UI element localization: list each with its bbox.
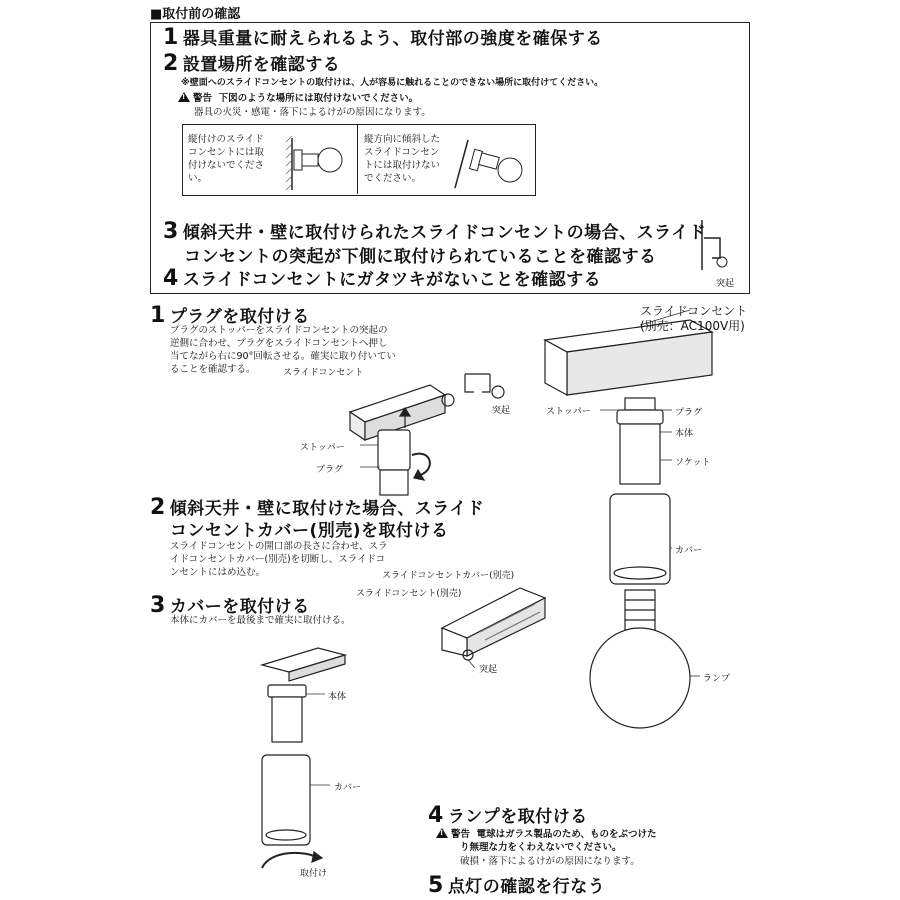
warning-label: 警告 xyxy=(193,93,213,104)
step-text: 設置場所を確認する xyxy=(182,55,341,75)
step-number: 1 xyxy=(163,25,179,50)
step-number: 2 xyxy=(150,495,166,520)
step3-body-label: 本体 xyxy=(328,692,347,702)
step-text: 器具重量に耐えられるよう、取付部の強度を確保する xyxy=(182,29,603,49)
warning-text: 下図のような場所には取付けないでください。 xyxy=(218,93,419,104)
step-number: 4 xyxy=(428,803,444,828)
step-title: プラグを取付ける xyxy=(169,307,310,327)
main-lamp-label: ランプ xyxy=(703,674,731,684)
step-number: 3 xyxy=(150,593,166,618)
step-text: スライドコンセントにガタツキがないことを確認する xyxy=(182,270,602,290)
step1-plug-label: プラグ xyxy=(316,465,344,475)
main-track-label: スライドコンセント xyxy=(640,304,748,318)
step-text-line1: 傾斜天井・壁に取付けられたスライドコンセントの場合、スライド xyxy=(182,223,707,243)
bump-label: 突起 xyxy=(716,279,735,289)
step2-track-label: スライドコンセント(別売) xyxy=(356,589,462,599)
step-number: 2 xyxy=(163,51,179,76)
step4-warning-line2: り無理な力をくわえないでください。 xyxy=(460,842,622,853)
step-title: 点灯の確認を行なう xyxy=(447,877,606,897)
illustration-left-text: 縦付けのスライド コンセントには取 付けないでくださ い。 xyxy=(188,134,265,184)
warning-subtext: 器具の火災・感電・落下によるけがの原因になります。 xyxy=(194,107,431,118)
step1-track-drawing xyxy=(350,374,504,495)
precheck-step-3-line2: コンセントの突起が下側に取付けられていることを確認する xyxy=(184,247,657,267)
step-number: 5 xyxy=(428,873,444,898)
step-number: 1 xyxy=(150,303,166,328)
step2-bump-label: 突起 xyxy=(479,665,498,675)
main-track-sublabel: (別売：AC100V用) xyxy=(640,319,745,333)
step1-bump-label: 突起 xyxy=(492,406,511,416)
step1-track-label: スライドコンセント xyxy=(283,368,364,378)
step-number: 3 xyxy=(163,219,179,244)
step-title: ランプを取付ける xyxy=(447,807,588,827)
step2-cover-label: スライドコンセントカバー(別売) xyxy=(382,571,515,581)
section-title: ■取付前の確認 xyxy=(150,7,241,22)
warning-text: 電球はガラス製品のため、ものをぶつけた xyxy=(476,829,657,840)
step3-cover-label: カバー xyxy=(334,783,362,793)
main-socket-label: ソケット xyxy=(675,458,711,468)
illustration-right-text: 縦方向に傾斜した スライドコンセン トには取付けない でください。 xyxy=(364,134,441,184)
step-title-line1: 傾斜天井・壁に取付けた場合、スライド xyxy=(169,499,485,519)
main-cover-label: カバー xyxy=(675,546,703,556)
install-step-2-line2: コンセントカバー(別売)を取付ける xyxy=(170,521,449,541)
main-stopper-label: ストッパー xyxy=(546,407,591,417)
main-body-label: 本体 xyxy=(675,429,694,439)
step3-attach-label: 取付け xyxy=(300,869,328,879)
step1-body: プラグのストッパーをスライドコンセントの突起の 逆側に合わせ、プラグをスライドコンセントへ押し 当てながら右に90°回転させる。確実に取り付いてい ることを確認する。 xyxy=(170,325,396,375)
step-title: カバーを取付ける xyxy=(169,597,310,617)
step4-warning-sub: 破損・落下によるけがの原因になります。 xyxy=(460,856,640,867)
step3-body: 本体にカバーを最後まで確実に取付ける。 xyxy=(170,615,351,626)
precheck-note: ※壁面へのスライドコンセントの取付けは、人が容易に触れることのできない場所に取付けてください。 xyxy=(181,78,604,88)
step1-stopper-label: ストッパー xyxy=(300,443,345,453)
step3-cover-drawing xyxy=(262,648,345,868)
step-number: 4 xyxy=(163,266,179,291)
warning-label: 警告 xyxy=(451,829,471,840)
main-plug-label: プラグ xyxy=(675,408,703,418)
step2-body: スライドコンセントの開口部の長さに合わせ、スラ イドコンセントカバー(別売)を切断し、スライドコ ンセントにはめ込む。 xyxy=(170,541,388,578)
main-lamp-drawing xyxy=(545,320,712,728)
